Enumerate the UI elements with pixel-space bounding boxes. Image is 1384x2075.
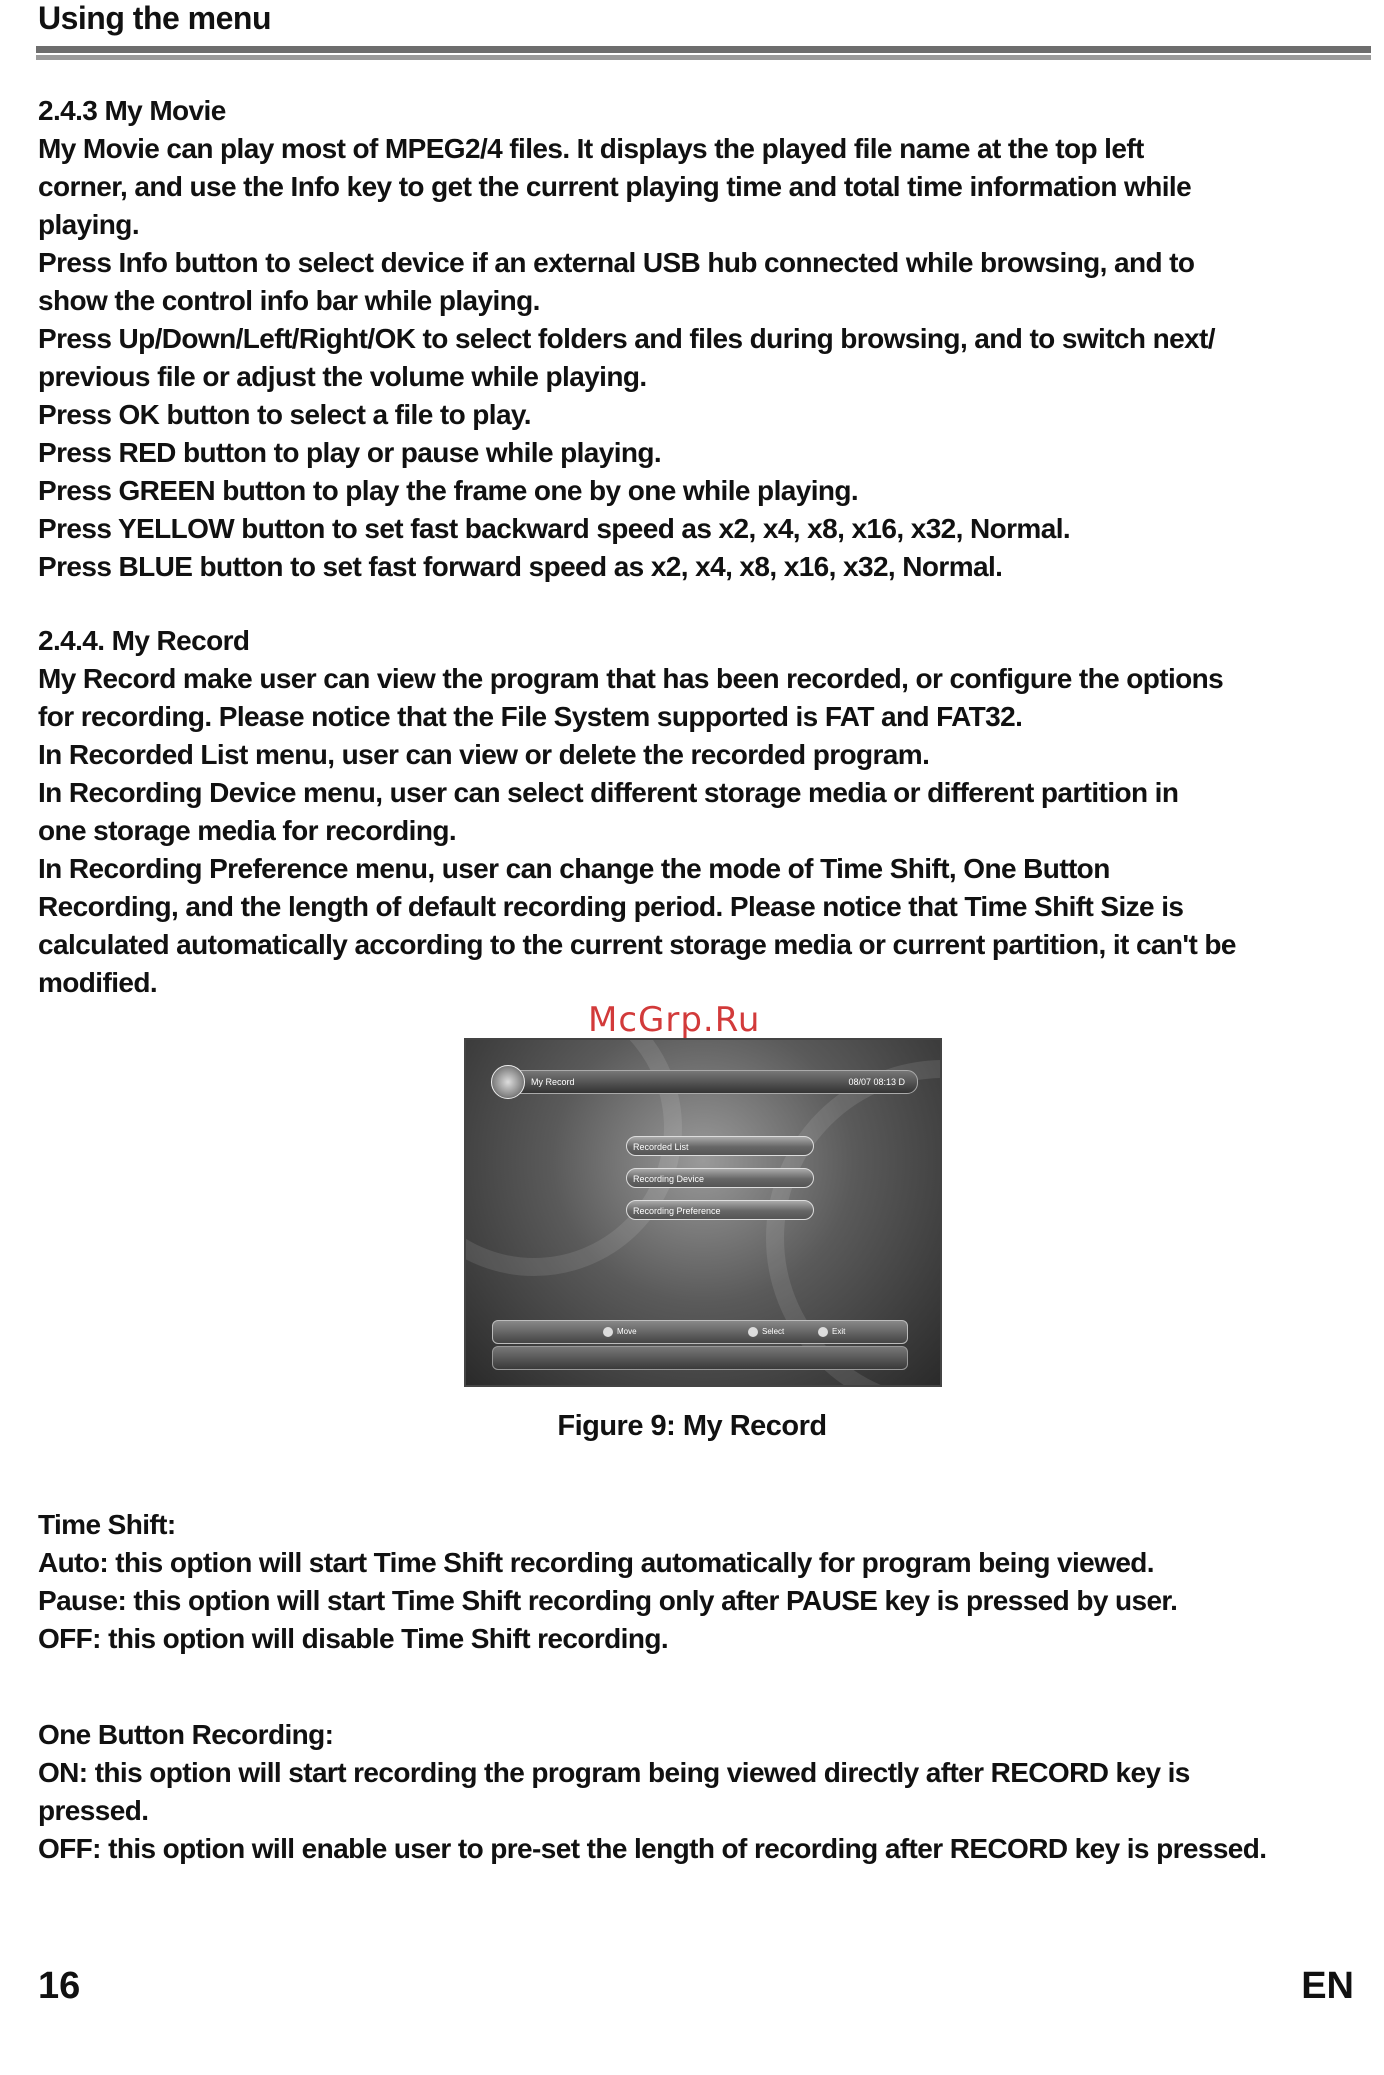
line-keyword: My Movie [38, 133, 160, 164]
page-number: 16 [38, 1965, 81, 2007]
exit-icon [818, 1327, 828, 1337]
body-line [38, 282, 1358, 320]
line-keyword: Recording Preference [68, 853, 348, 884]
body-line [38, 736, 1358, 774]
screen-clock: 08/07 08:13 D [848, 1077, 905, 1087]
line-text: Press OK button to select a file to play. [38, 399, 531, 430]
body-line [38, 888, 1358, 926]
line-text: modified. [38, 967, 158, 998]
menu-item-recording-preference[interactable]: Recording Preference [626, 1200, 814, 1220]
line-text: show the control info bar while playing. [38, 285, 540, 316]
line-text: make user can view the program that has been recorded, or configure the options [175, 663, 1224, 694]
body-line [38, 130, 1358, 168]
line-text: playing. [38, 209, 139, 240]
page-header-title: Using the menu [38, 0, 272, 36]
ok-icon [748, 1327, 758, 1337]
body-line [38, 206, 1358, 244]
body-line [38, 472, 1358, 510]
screen-key-hint-bar [492, 1320, 908, 1344]
menu-item-recording-device[interactable]: Recording Device [626, 1168, 814, 1188]
line-keyword: Recorded List [68, 739, 248, 770]
logo-icon [491, 1065, 525, 1099]
header-divider [36, 46, 1371, 60]
section-body [38, 660, 1358, 1002]
option-line: ON: this option will start recording the program being viewed directly after RECORD key is [38, 1757, 1190, 1788]
language-label: EN [1301, 1965, 1354, 2007]
line-text: one storage media for recording. [38, 815, 456, 846]
body-line [38, 168, 1358, 206]
body-line [38, 510, 1358, 548]
section-heading: 2.4.4. My Record [38, 625, 250, 656]
line-text: menu, user can change the mode of Time Shift, One Button [347, 853, 1110, 884]
line-text: previous file or adjust the volume while playing. [38, 361, 647, 392]
line-keyword: My Record [38, 663, 176, 694]
line-text: Press Up/Down/Left/Right/OK to select folders and files during browsing, and to switch next/ [38, 323, 1215, 354]
line-text: menu, user can select different storage media or different partition in [295, 777, 1179, 808]
menu-item-recorded-list[interactable]: Recorded List [626, 1136, 814, 1156]
line-prefix: In [38, 739, 69, 770]
line-text: Recording, and the length of default recording period. Please notice that Time Shift Size is [38, 891, 1184, 922]
section-my-record [38, 622, 1358, 1002]
option-line: Pause: this option will start Time Shift recording only after PAUSE key is pressed by user. [38, 1585, 1178, 1616]
line-prefix: In [38, 853, 69, 884]
section-my-movie [38, 92, 1358, 586]
option-line: OFF: this option will enable user to pre-set the length of recording after RECORD key is pressed. [38, 1833, 1267, 1864]
line-text: for recording. Please notice that the File System supported is FAT and FAT32. [38, 701, 1023, 732]
line-text: corner, and use the Info key to get the current playing time and total time information while [38, 171, 1192, 202]
key-hint-select: Select [748, 1321, 784, 1343]
line-keyword: Recording Device [68, 777, 296, 808]
body-line [38, 244, 1358, 282]
watermark: McGrp.Ru [588, 1000, 761, 1040]
screen-info-bar [492, 1346, 908, 1370]
section-heading: One Button Recording: [38, 1719, 334, 1750]
line-text: Press YELLOW button to set fast backward speed as x2, x4, x8, x16, x32, Normal. [38, 513, 1071, 544]
section-heading: 2.4.3 My Movie [38, 95, 226, 126]
line-text: Press GREEN button to play the frame one by one while playing. [38, 475, 859, 506]
figure-caption: Figure 9: My Record [557, 1410, 827, 1442]
body-line [38, 548, 1358, 586]
figure-my-record-screen [464, 1038, 942, 1387]
line-text: Press RED button to play or pause while playing. [38, 437, 662, 468]
option-line: Auto: this option will start Time Shift recording automatically for program being viewed. [38, 1547, 1154, 1578]
body-line [38, 698, 1358, 736]
option-line: pressed. [38, 1795, 149, 1826]
section-heading: Time Shift: [38, 1509, 176, 1540]
section-one-button-recording [38, 1716, 1358, 1868]
section-body [38, 130, 1358, 586]
body-line [38, 320, 1358, 358]
screen-titlebar [496, 1070, 918, 1094]
key-hint-exit: Exit [818, 1321, 845, 1343]
body-line [38, 774, 1358, 812]
screen-title: My Record [531, 1077, 575, 1087]
body-line [38, 964, 1358, 1002]
nav-icon [603, 1327, 613, 1337]
line-text: menu, user can view or delete the recorded program. [247, 739, 930, 770]
line-text: Press BLUE button to set fast forward speed as x2, x4, x8, x16, x32, Normal. [38, 551, 1003, 582]
key-hint-move: Move [603, 1321, 637, 1343]
body-line [38, 358, 1358, 396]
line-text: calculated automatically according to the current storage media or current partition, it can't be [38, 929, 1236, 960]
line-text: Press Info button to select device if an external USB hub connected while browsing, and to [38, 247, 1195, 278]
body-line [38, 812, 1358, 850]
body-line [38, 926, 1358, 964]
line-text: can play most of MPEG2/4 files. It displays the played file name at the top left [159, 133, 1144, 164]
section-time-shift [38, 1506, 1358, 1658]
option-line: OFF: this option will disable Time Shift recording. [38, 1623, 669, 1654]
line-prefix: In [38, 777, 69, 808]
body-line [38, 660, 1358, 698]
body-line [38, 434, 1358, 472]
body-line [38, 850, 1358, 888]
body-line [38, 396, 1358, 434]
